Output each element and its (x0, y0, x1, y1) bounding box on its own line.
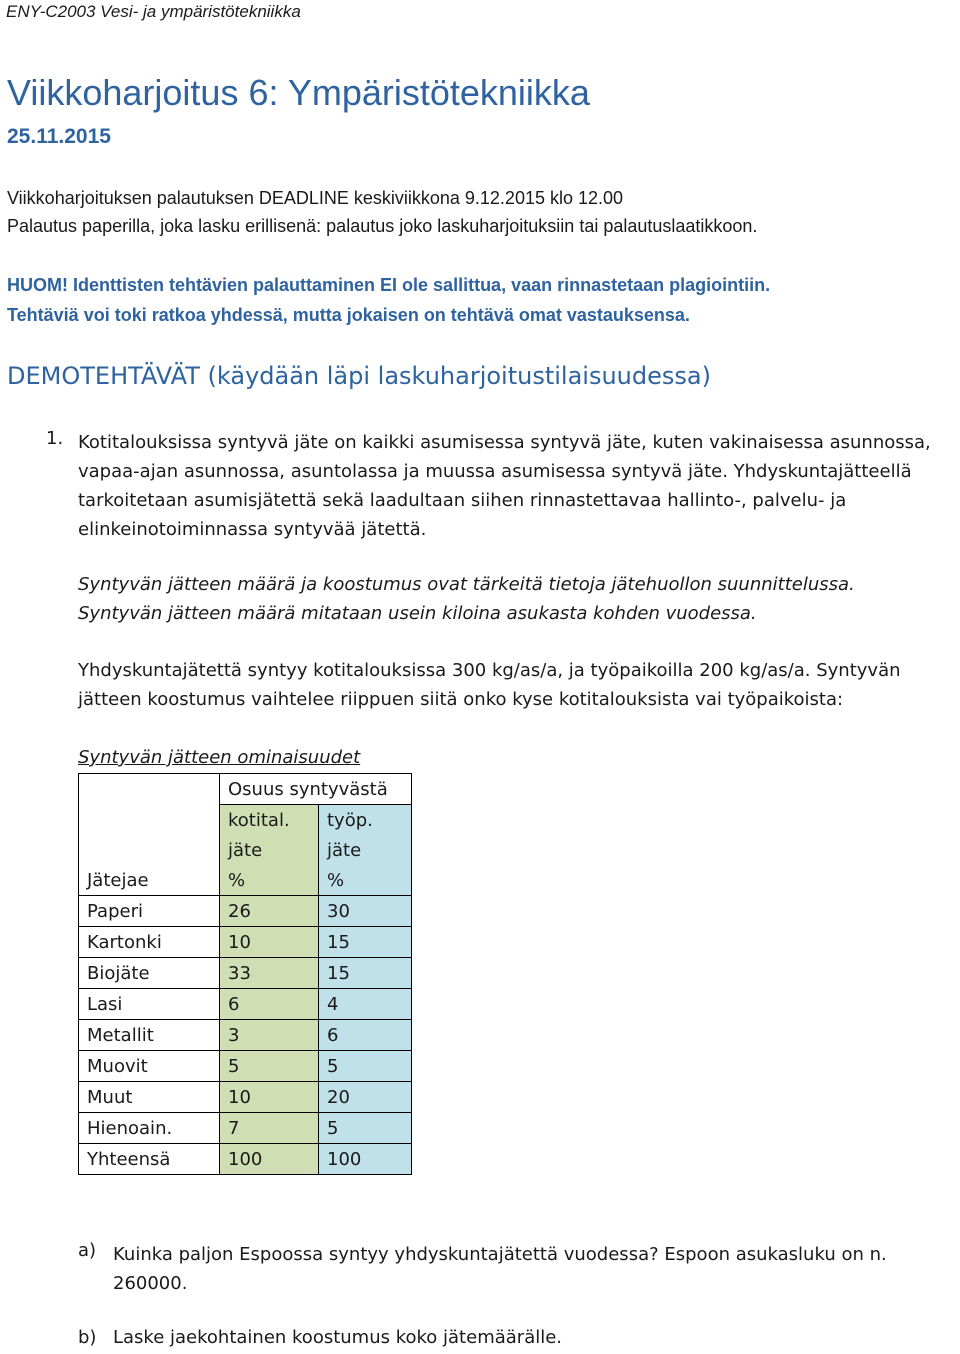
waste-composition-paragraph: jätteen koostumus vaihtelee riippuen siitä onko kyse kotitalouksista vai työpaikoista: (78, 689, 844, 710)
plagiarism-warning: HUOM! Identtisten tehtävien palauttaminen EI ole sallittua, vaan rinnastetaan plagiointiin. (7, 275, 771, 295)
household-share: 6 (220, 989, 319, 1020)
table-caption: Syntyvän jätteen ominaisuudet (78, 747, 361, 768)
workplace-header-line: työp. (319, 805, 412, 836)
workplace-share: 4 (319, 989, 412, 1020)
table-row (79, 927, 412, 958)
household-share: 100 (220, 1144, 319, 1175)
fraction-name: Metallit (79, 1020, 220, 1051)
fraction-name: Muovit (79, 1051, 220, 1082)
table-header-row (79, 805, 412, 836)
workplace-share: 20 (319, 1082, 412, 1113)
task-intro-paragraph: Kotitalouksissa syntyvä jäte on kaikki asumisessa syntyvä jäte, kuten vakinaisessa asunnossa, vapaa-ajan asunnossa, asuntolassa ja muussa asumisessa syntyvä jäte. Yhdyskuntajätteellä tarkoitetaan asumisjätettä sekä laadultaan siihen rinnastettavaa hallinto-, palvelu- ja elinkeinotoiminnassa syntyvää jätettä. (78, 432, 931, 540)
question-b-label: b) (78, 1327, 97, 1348)
table-row (79, 958, 412, 989)
workplace-share: 15 (319, 958, 412, 989)
table-total-row (79, 1144, 412, 1175)
question-a-label: a) (78, 1240, 97, 1261)
fraction-header: Jätejae (79, 865, 220, 896)
household-header-line: kotital. (220, 805, 319, 836)
household-share: 5 (220, 1051, 319, 1082)
household-header-line: jäte (220, 835, 319, 865)
workplace-share: 5 (319, 1113, 412, 1144)
italic-note-2: Syntyvän jätteen määrä mitataan usein kiloina asukasta kohden vuodessa. (78, 603, 757, 624)
household-share: 7 (220, 1113, 319, 1144)
workplace-header-line: jäte (319, 835, 412, 865)
workplace-share: 5 (319, 1051, 412, 1082)
fraction-name: Biojäte (79, 958, 220, 989)
italic-note-1: Syntyvän jätteen määrä ja koostumus ovat tärkeitä tietoja jätehuollon suunnittelussa. (78, 574, 855, 595)
table-row (79, 896, 412, 927)
table-row (79, 989, 412, 1020)
table-row (79, 1051, 412, 1082)
submission-text: Palautus paperilla, joka lasku erillisenä: palautus joko laskuharjoituksiin tai palautuslaatikkoon. (7, 216, 758, 236)
workplace-header-line: % (319, 865, 412, 896)
table-corner-cell (79, 774, 220, 805)
fraction-name: Hienoain. (79, 1113, 220, 1144)
page-title: Viikkoharjoitus 6: Ympäristötekniikka (7, 72, 590, 113)
date-subtitle: 25.11.2015 (7, 125, 111, 148)
waste-generation-paragraph: Yhdyskuntajätettä syntyy kotitalouksissa 300 kg/as/a, ja työpaikoilla 200 kg/as/a. Syntyvän (78, 660, 901, 681)
fraction-name: Lasi (79, 989, 220, 1020)
collaboration-note: Tehtäviä voi toki ratkoa yhdessä, mutta jokaisen on tehtävä omat vastauksensa. (7, 305, 690, 325)
household-share: 10 (220, 927, 319, 958)
question-b-text: Laske jaekohtainen koostumus koko jätemäärälle. (113, 1327, 563, 1348)
waste-composition-table (78, 773, 412, 1175)
fraction-name: Yhteensä (79, 1144, 220, 1175)
table-header-row (79, 835, 412, 865)
section-heading: DEMOTEHTÄVÄT (käydään läpi laskuharjoitustilaisuudessa) (7, 362, 711, 390)
document-header: ENY-C2003 Vesi- ja ympäristötekniikka (6, 2, 301, 21)
table-header-row (79, 774, 412, 805)
household-share: 33 (220, 958, 319, 989)
table-header-row (79, 865, 412, 896)
household-share: 3 (220, 1020, 319, 1051)
household-share: 10 (220, 1082, 319, 1113)
fraction-name: Muut (79, 1082, 220, 1113)
workplace-share: 6 (319, 1020, 412, 1051)
fraction-name: Paperi (79, 896, 220, 927)
deadline-text: Viikkoharjoituksen palautuksen DEADLINE keskiviikkona 9.12.2015 klo 12.00 (7, 188, 624, 208)
table-row (79, 1020, 412, 1051)
table-row (79, 1113, 412, 1144)
question-a-text: Kuinka paljon Espoossa syntyy yhdyskuntajätettä vuodessa? Espoon asukasluku on n. 260000. (113, 1244, 887, 1294)
task-number: 1. (46, 428, 64, 449)
workplace-share: 100 (319, 1144, 412, 1175)
household-header-line: % (220, 865, 319, 896)
household-share: 26 (220, 896, 319, 927)
workplace-share: 15 (319, 927, 412, 958)
share-header: Osuus syntyvästä (220, 774, 412, 805)
workplace-share: 30 (319, 896, 412, 927)
fraction-name: Kartonki (79, 927, 220, 958)
table-row (79, 1082, 412, 1113)
